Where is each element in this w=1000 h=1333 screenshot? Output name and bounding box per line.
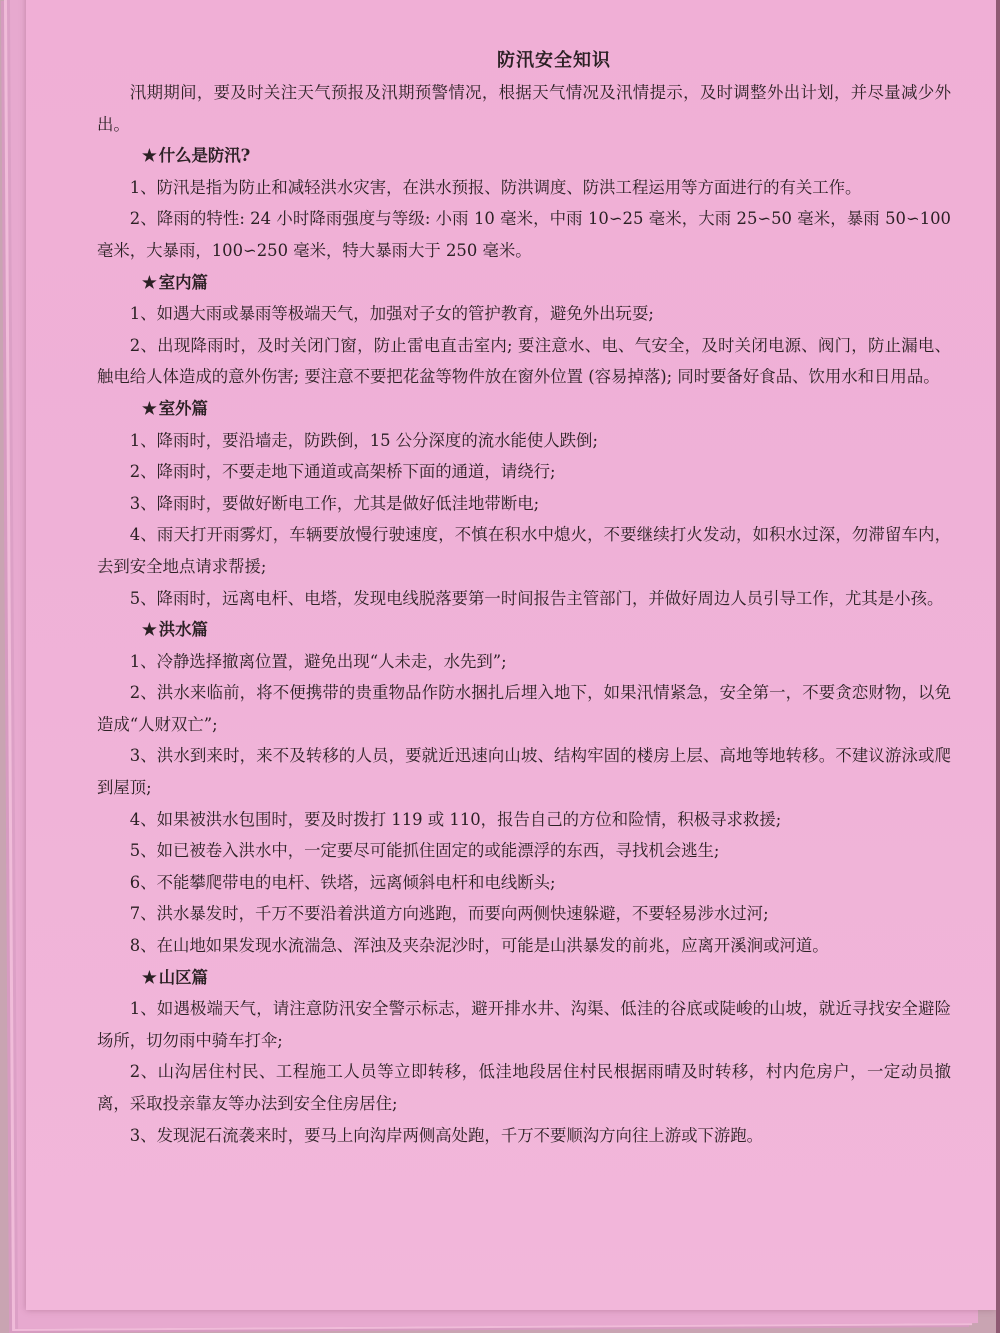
star-icon: ★ xyxy=(142,272,157,292)
list-item: 1、如遇大雨或暴雨等极端天气，加强对子女的管护教育，避免外出玩耍; xyxy=(129,304,654,324)
list-item: 3、降雨时，要做好断电工作，尤其是做好低洼地带断电; xyxy=(129,493,540,513)
intro-paragraph: 汛期期间，要及时关注天气预报及汛期预警情况，根据天气情况及汛情提示，及时调整外出计划，并尽量减少外出。 xyxy=(97,83,951,134)
list-item: 5、如已被卷入洪水中，一定要尽可能抓住固定的或能漂浮的东西，寻找机会逃生; xyxy=(129,841,720,861)
list-item: 1、防汛是指为防止和减轻洪水灾害，在洪水预报、防洪调度、防洪工程运用等方面进行的有关工作。 xyxy=(129,177,862,197)
list-item: 4、雨天打开雨雾灯，车辆要放慢行驶速度，不慎在积水中熄火，不要继续打火发动，如积水过深，勿滞留车内，去到安全地点请求帮援; xyxy=(97,525,951,576)
list-item: 3、发现泥石流袭来时，要马上向沟岸两侧高处跑，千万不要顺沟方向往上游或下游跑。 xyxy=(129,1125,764,1145)
star-icon: ★ xyxy=(142,398,157,418)
page-title: 防汛安全知识 xyxy=(497,50,611,71)
section-indoor xyxy=(97,267,951,393)
section-heading: ★ 室外篇 xyxy=(97,393,951,425)
section-outdoor xyxy=(97,393,951,614)
section-flood xyxy=(97,614,951,962)
star-icon: ★ xyxy=(142,620,157,640)
star-icon: ★ xyxy=(142,967,157,987)
background-edge xyxy=(996,0,1000,1333)
list-item: 7、洪水暴发时，千万不要沿着洪道方向逃跑，而要向两侧快速躲避，不要轻易涉水过河; xyxy=(129,904,769,924)
list-item: 3、洪水到来时，来不及转移的人员，要就近迅速向山坡、结构牢固的楼房上层、高地等地转移。不建议游泳或爬到屋顶; xyxy=(97,746,951,798)
list-item: 2、洪水来临前，将不便携带的贵重物品作防水捆扎后埋入地下，如果汛情紧急，安全第一，不要贪恋财物，以免造成“人财双亡”; xyxy=(97,683,951,734)
list-item: 6、不能攀爬带电的电杆、铁塔，远离倾斜电杆和电线断头; xyxy=(129,872,556,892)
list-item: 5、降雨时，远离电杆、电塔，发现电线脱落要第一时间报告主管部门，并做好周边人员引导工作，尤其是小孩。 xyxy=(129,588,944,608)
section-mountain xyxy=(97,962,951,1152)
star-icon: ★ xyxy=(142,146,157,166)
section-heading: ★ 什么是防汛? xyxy=(97,140,951,172)
list-item: 2、山沟居住村民、工程施工人员等立即转移，低洼地段居住村民根据雨晴及时转移，村内危房户，一定动员撤离，采取投亲靠友等办法到安全住房居住; xyxy=(97,1062,951,1113)
list-item: 2、出现降雨时，及时关闭门窗，防止雷电直击室内; 要注意水、电、气安全，及时关闭电源、阀门，防止漏电、触电给人体造成的意外伤害; 要注意不要把花盆等物件放在窗外位置 (容易掉落); 同时要备好食品、饮用水和日用品。 xyxy=(97,335,951,387)
list-item: 1、如遇极端天气，请注意防汛安全警示标志，避开排水井、沟渠、低洼的谷底或陡峻的山坡，就近寻找安全避险场所，切勿雨中骑车打伞; xyxy=(97,999,951,1050)
list-item: 1、降雨时，要沿墙走，防跌倒，15 公分深度的流水能使人跌倒; xyxy=(129,430,598,450)
section-what-is-flood-control xyxy=(97,140,951,266)
list-item: 2、降雨的特性: 24 小时降雨强度与等级: 小雨 10 毫米，中雨 10∽25 毫米，大雨 25∽50 毫米，暴雨 50∽100 毫米，大暴雨，100∽250 毫米，特大暴雨大于 250 毫米。 xyxy=(97,209,951,260)
list-item: 1、冷静选择撤离位置，避免出现“人未走，水先到”; xyxy=(129,651,507,671)
list-item: 2、降雨时，不要走地下通道或高架桥下面的通道，请绕行; xyxy=(129,462,556,482)
document-body xyxy=(97,46,951,1151)
section-heading: ★ 山区篇 xyxy=(97,962,951,994)
section-heading: ★ 室内篇 xyxy=(97,267,951,299)
list-item: 4、如果被洪水包围时，要及时拨打 119 或 110，报告自己的方位和险情，积极寻求救援; xyxy=(129,809,782,829)
section-heading: ★ 洪水篇 xyxy=(97,614,951,646)
list-item: 8、在山地如果发现水流湍急、浑浊及夹杂泥沙时，可能是山洪暴发的前兆，应离开溪涧或河道。 xyxy=(129,936,829,956)
